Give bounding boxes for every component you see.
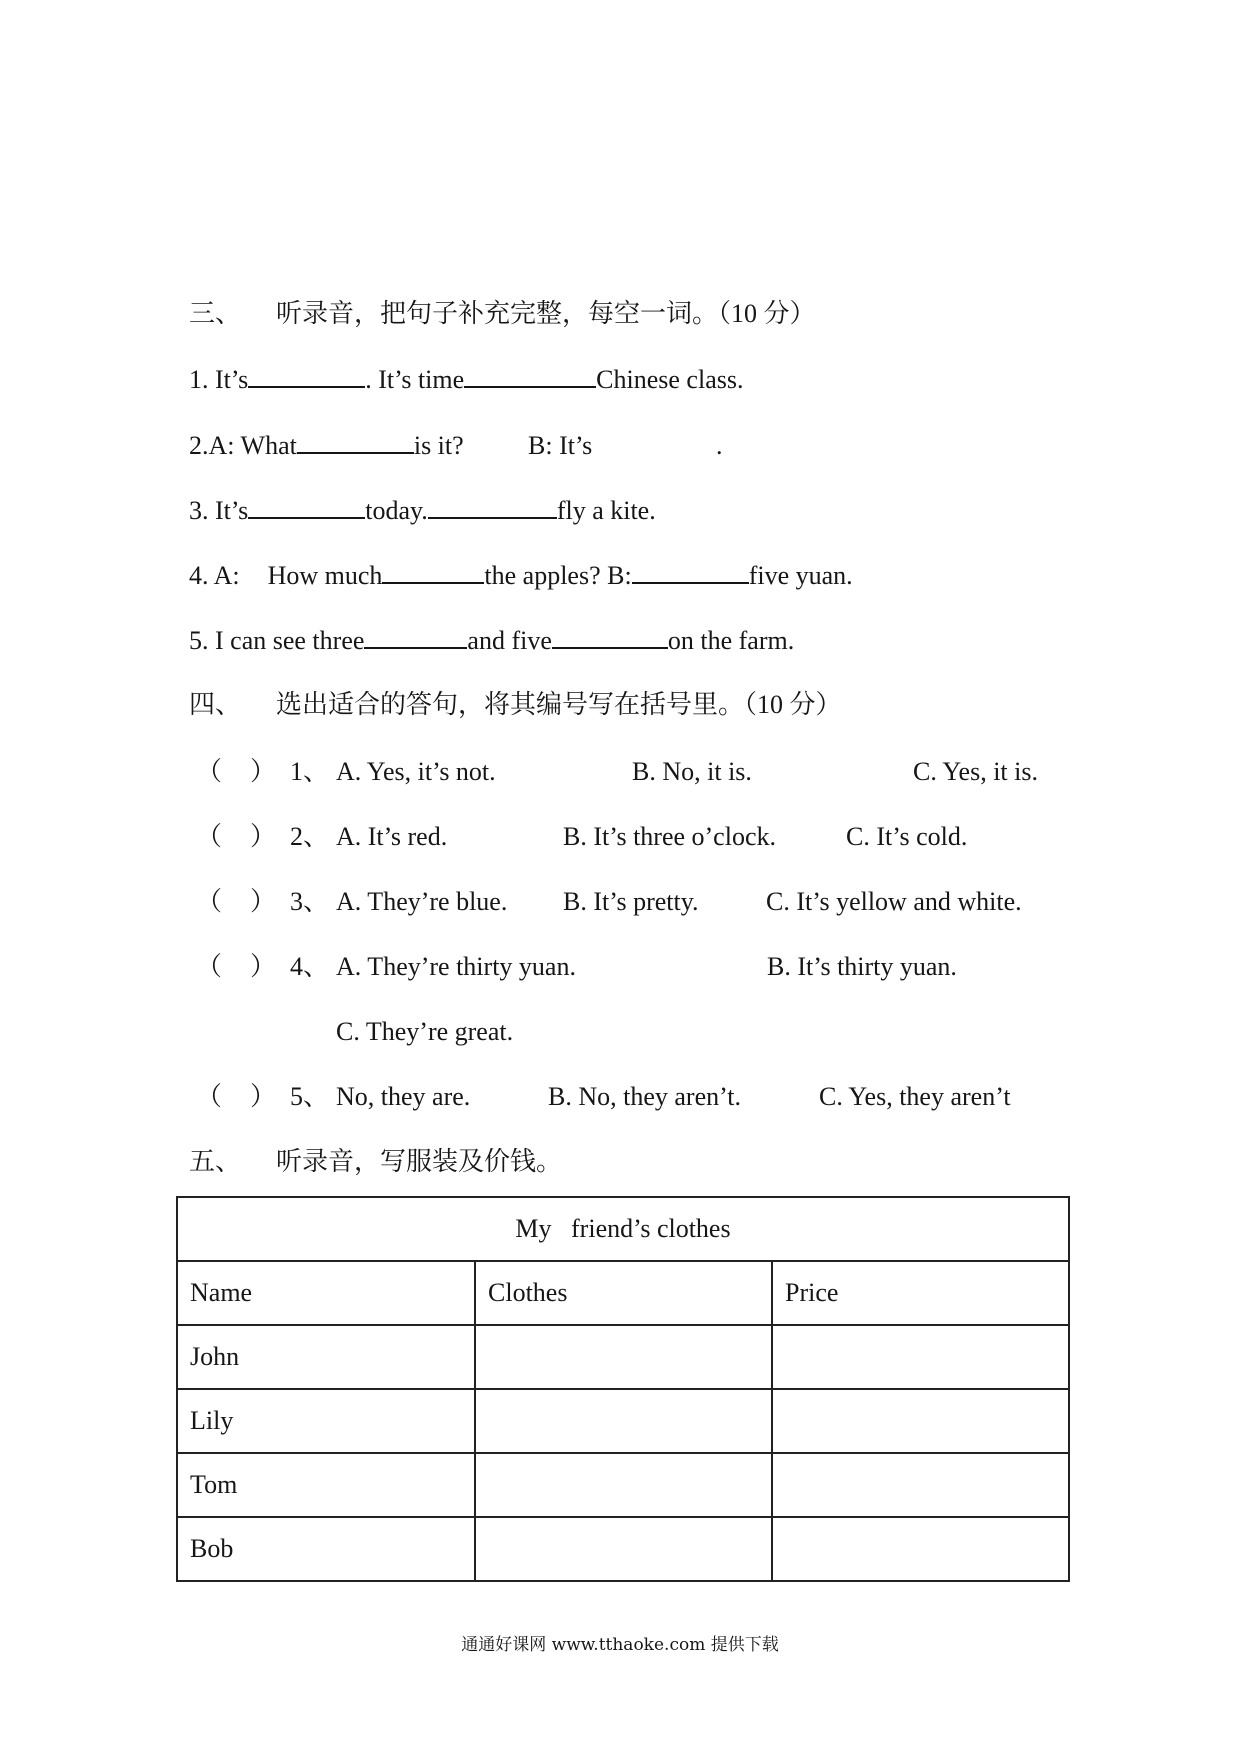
table-row — [177, 1325, 1069, 1389]
sentence-text: Chinese class. — [596, 365, 744, 394]
option-b: B. No, it is. — [632, 757, 752, 786]
option-c: C. Yes, they aren’t — [819, 1082, 1011, 1111]
answer-blank — [632, 562, 749, 584]
question-number: 3、 — [290, 887, 330, 916]
option-b: B. No, they aren’t. — [548, 1082, 742, 1111]
name-cell: Bob — [177, 1517, 475, 1581]
option-a: A. They’re thirty yuan. — [336, 952, 576, 981]
sentence-text: on the farm. — [667, 626, 795, 655]
answer-bracket-close: ） — [250, 822, 277, 851]
name-cell: Tom — [177, 1453, 475, 1517]
choice-question-4 — [0, 950, 1240, 984]
option-a: A. It’s red. — [336, 822, 448, 851]
sentence-text: the apples? B: — [484, 561, 632, 590]
clothes-price-table — [176, 1196, 1070, 1582]
option-a: No, they are. — [336, 1082, 471, 1111]
question-number: 2、 — [290, 822, 330, 851]
table-row — [177, 1453, 1069, 1517]
question-number: 1、 — [290, 757, 330, 786]
choice-question-3 — [0, 885, 1240, 919]
section-3-heading — [0, 297, 1240, 331]
answer-blank — [464, 366, 596, 388]
table-row — [177, 1517, 1069, 1581]
price-cell — [772, 1325, 1069, 1389]
section-3-title: 听录音，把句子补充完整，每空一词。（10 分） — [276, 299, 816, 328]
section-5-number: 五、 — [189, 1147, 242, 1176]
fill-sentence-3 — [189, 494, 656, 528]
table-title: My friend’s clothes — [177, 1197, 1069, 1261]
answer-bracket-close: ） — [250, 952, 277, 981]
column-header-clothes: Clothes — [475, 1261, 772, 1325]
answer-blank — [428, 497, 557, 519]
sentence-text: 2.A: What — [189, 431, 297, 460]
column-header-name: Name — [177, 1261, 475, 1325]
fill-sentence-1 — [189, 363, 743, 397]
option-c: C. It’s cold. — [846, 822, 968, 851]
option-b: B. It’s pretty. — [563, 887, 699, 916]
clothes-cell — [475, 1389, 772, 1453]
choice-question-1 — [0, 755, 1240, 789]
page-footer: 通通好课网 www.tthaoke.com 提供下载 — [461, 1635, 779, 1655]
option-c: C. It’s yellow and white. — [766, 887, 1022, 916]
choice-question-4-continued — [0, 1015, 1240, 1049]
answer-blank — [297, 432, 414, 454]
name-cell: John — [177, 1325, 475, 1389]
answer-blank — [364, 627, 467, 649]
option-c: C. They’re great. — [336, 1017, 514, 1046]
fill-sentence-4 — [189, 559, 853, 593]
choice-question-5 — [0, 1080, 1240, 1114]
option-b: B. It’s three o’clock. — [563, 822, 776, 851]
answer-bracket-open: （ — [196, 952, 223, 981]
table-header-row — [177, 1261, 1069, 1325]
fill-sentence-2 — [189, 429, 889, 463]
price-cell — [772, 1389, 1069, 1453]
section-4-title: 选出适合的答句，将其编号写在括号里。（10 分） — [276, 690, 842, 719]
sentence-text: 4. A: — [189, 561, 240, 590]
sentence-text: 5. I can see three — [189, 626, 365, 655]
option-a: A. Yes, it’s not. — [336, 757, 496, 786]
sentence-text: five yuan. — [748, 561, 853, 590]
answer-bracket-close: ） — [250, 757, 277, 786]
option-a: A. They’re blue. — [336, 887, 508, 916]
question-number: 5、 — [290, 1082, 330, 1111]
answer-bracket-close: ） — [250, 887, 277, 916]
section-4-heading — [0, 688, 1240, 722]
sentence-text: 1. It’s — [189, 365, 249, 394]
table-row — [177, 1389, 1069, 1453]
column-header-price: Price — [772, 1261, 1069, 1325]
answer-bracket-open: （ — [196, 1082, 223, 1111]
answer-bracket-open: （ — [196, 822, 223, 851]
answer-bracket-open: （ — [196, 757, 223, 786]
sentence-period: . — [716, 431, 723, 460]
section-5-heading — [0, 1145, 1240, 1179]
sentence-text: today. — [365, 496, 428, 525]
answer-blank — [248, 497, 365, 519]
question-number: 4、 — [290, 952, 330, 981]
price-cell — [772, 1517, 1069, 1581]
section-4-number: 四、 — [189, 690, 242, 719]
answer-bracket-open: （ — [196, 887, 223, 916]
clothes-cell — [475, 1517, 772, 1581]
name-cell: Lily — [177, 1389, 475, 1453]
answer-blank — [248, 366, 365, 388]
answer-blank — [552, 627, 668, 649]
section-3-number: 三、 — [189, 299, 242, 328]
option-b: B. It’s thirty yuan. — [767, 952, 957, 981]
section-5-title: 听录音，写服装及价钱。 — [276, 1147, 563, 1176]
clothes-cell — [475, 1453, 772, 1517]
sentence-text: is it? — [413, 431, 464, 460]
sentence-text: 3. It’s — [189, 496, 249, 525]
sentence-text: How much — [267, 561, 383, 590]
sentence-text: and five — [467, 626, 552, 655]
sentence-text: fly a kite. — [556, 496, 656, 525]
choice-question-2 — [0, 820, 1240, 854]
answer-blank — [382, 562, 484, 584]
sentence-text: B: It’s — [528, 431, 593, 460]
table-title-row — [177, 1197, 1069, 1261]
fill-sentence-5 — [189, 624, 794, 658]
clothes-cell — [475, 1325, 772, 1389]
price-cell — [772, 1453, 1069, 1517]
sentence-text: . It’s time — [365, 365, 465, 394]
option-c: C. Yes, it is. — [913, 757, 1038, 786]
answer-bracket-close: ） — [250, 1082, 277, 1111]
